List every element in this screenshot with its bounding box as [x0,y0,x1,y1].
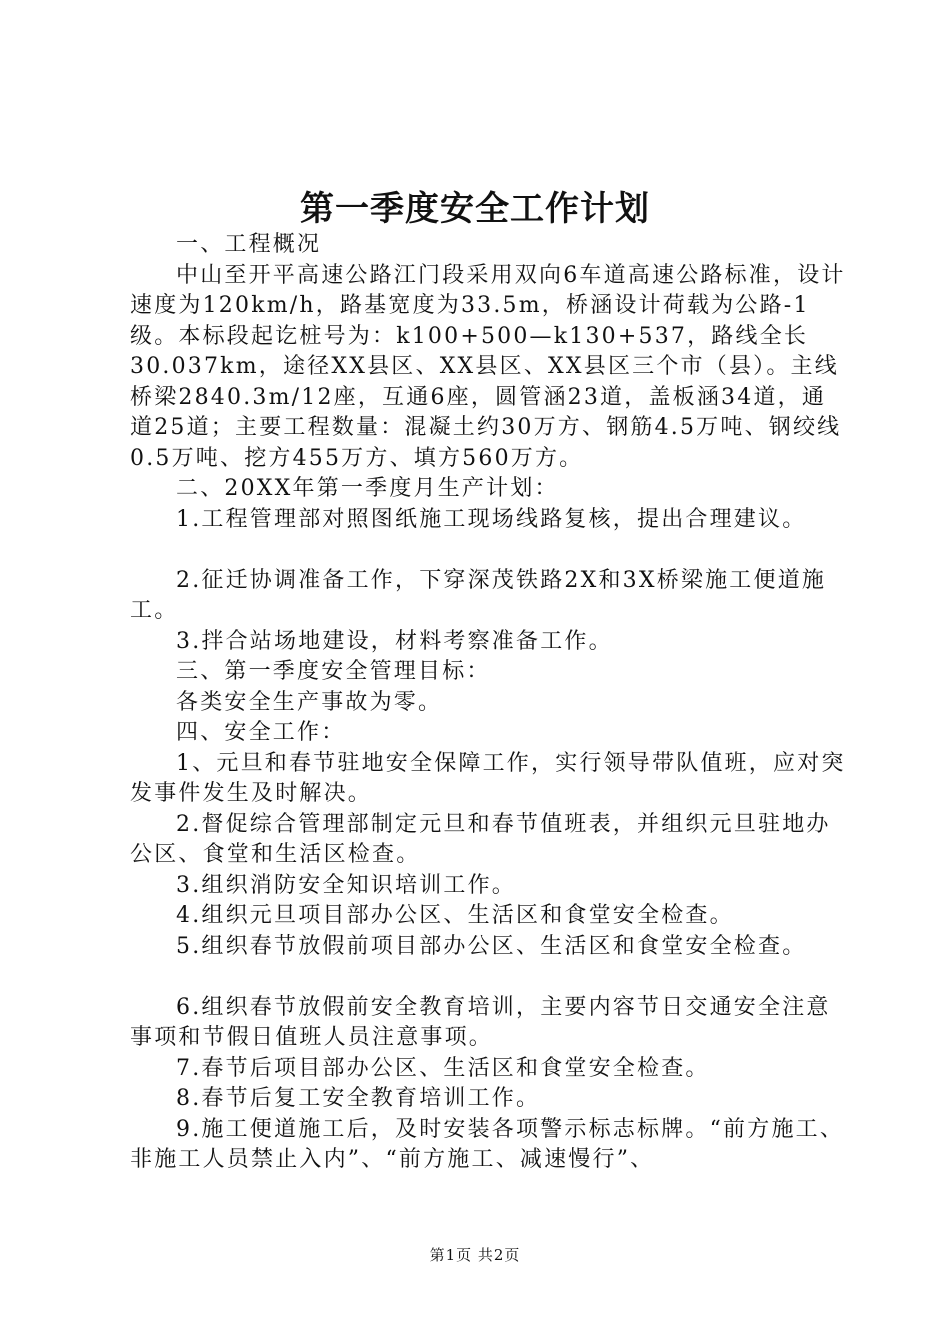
document-body [130,230,850,1176]
page-title: 第一季度安全工作计划 [300,189,650,229]
page-footer: 第1页 共2页 [429,1246,521,1264]
list-item: 8.春节后复工安全教育培训工作。 [176,1086,541,1111]
section-heading: 三、第一季度安全管理目标： [176,659,491,684]
paragraph-gap [130,535,850,566]
list-item: 9.施工便道施工后，及时安装各项警示标志标牌。“前方施工、非施工人员禁止入内”、“前方施工、减速慢行”、 [130,1116,845,1172]
list-item: 3.组织消防安全知识培训工作。 [176,872,516,898]
list-item: 1、元旦和春节驻地安全保障工作，实行领导带队值班，应对突发事件发生及时解决。 [130,750,846,806]
paragraph-gap [130,962,850,993]
list-item: 6.组织春节放假前安全教育培训，主要内容节日交通安全注意事项和节假日值班人员注意事项。 [130,994,831,1050]
list-item: 2.督促综合管理部制定元旦和春节值班表，并组织元旦驻地办公区、食堂和生活区检查。 [130,811,831,867]
body-paragraph: 中山至开平高速公路江门段采用双向6车道高速公路标准，设计速度为120km/h，路基宽度为33.5m，桥涵设计荷载为公路-1级。本标段起讫桩号为：k100+500—k130+537，路线全长30.037km，途径XX县区、XX县区、XX县区三个市（县）。主线桥梁2840.3m/12座，互通6座，圆管涵23道，盖板涵34道，通道25道；主要工程数量：混凝土约30万方、钢筋4.5万吨、钢绞线0.5万吨、挖方455万方、填方560万方。 [130,262,846,471]
list-item: 7.春节后项目部办公区、生活区和食堂安全检查。 [176,1055,710,1081]
list-item: 2.征迁协调准备工作，下穿深茂铁路2X和3X桥梁施工便道施工。 [130,567,827,623]
body-paragraph: 各类安全生产事故为零。 [176,689,443,715]
section-heading: 四、安全工作： [176,720,346,745]
list-item: 4.组织元旦项目部办公区、生活区和食堂安全检查。 [176,903,734,928]
list-item: 3.拌合站场地建设，材料考察准备工作。 [176,628,613,654]
section-heading: 一、工程概况 [176,232,322,257]
list-item: 1.工程管理部对照图纸施工现场线路复核，提出合理建议。 [176,506,807,532]
list-item: 5.组织春节放假前项目部办公区、生活区和食堂安全检查。 [176,933,807,959]
section-heading: 二、20XX年第一季度月生产计划： [176,476,559,501]
